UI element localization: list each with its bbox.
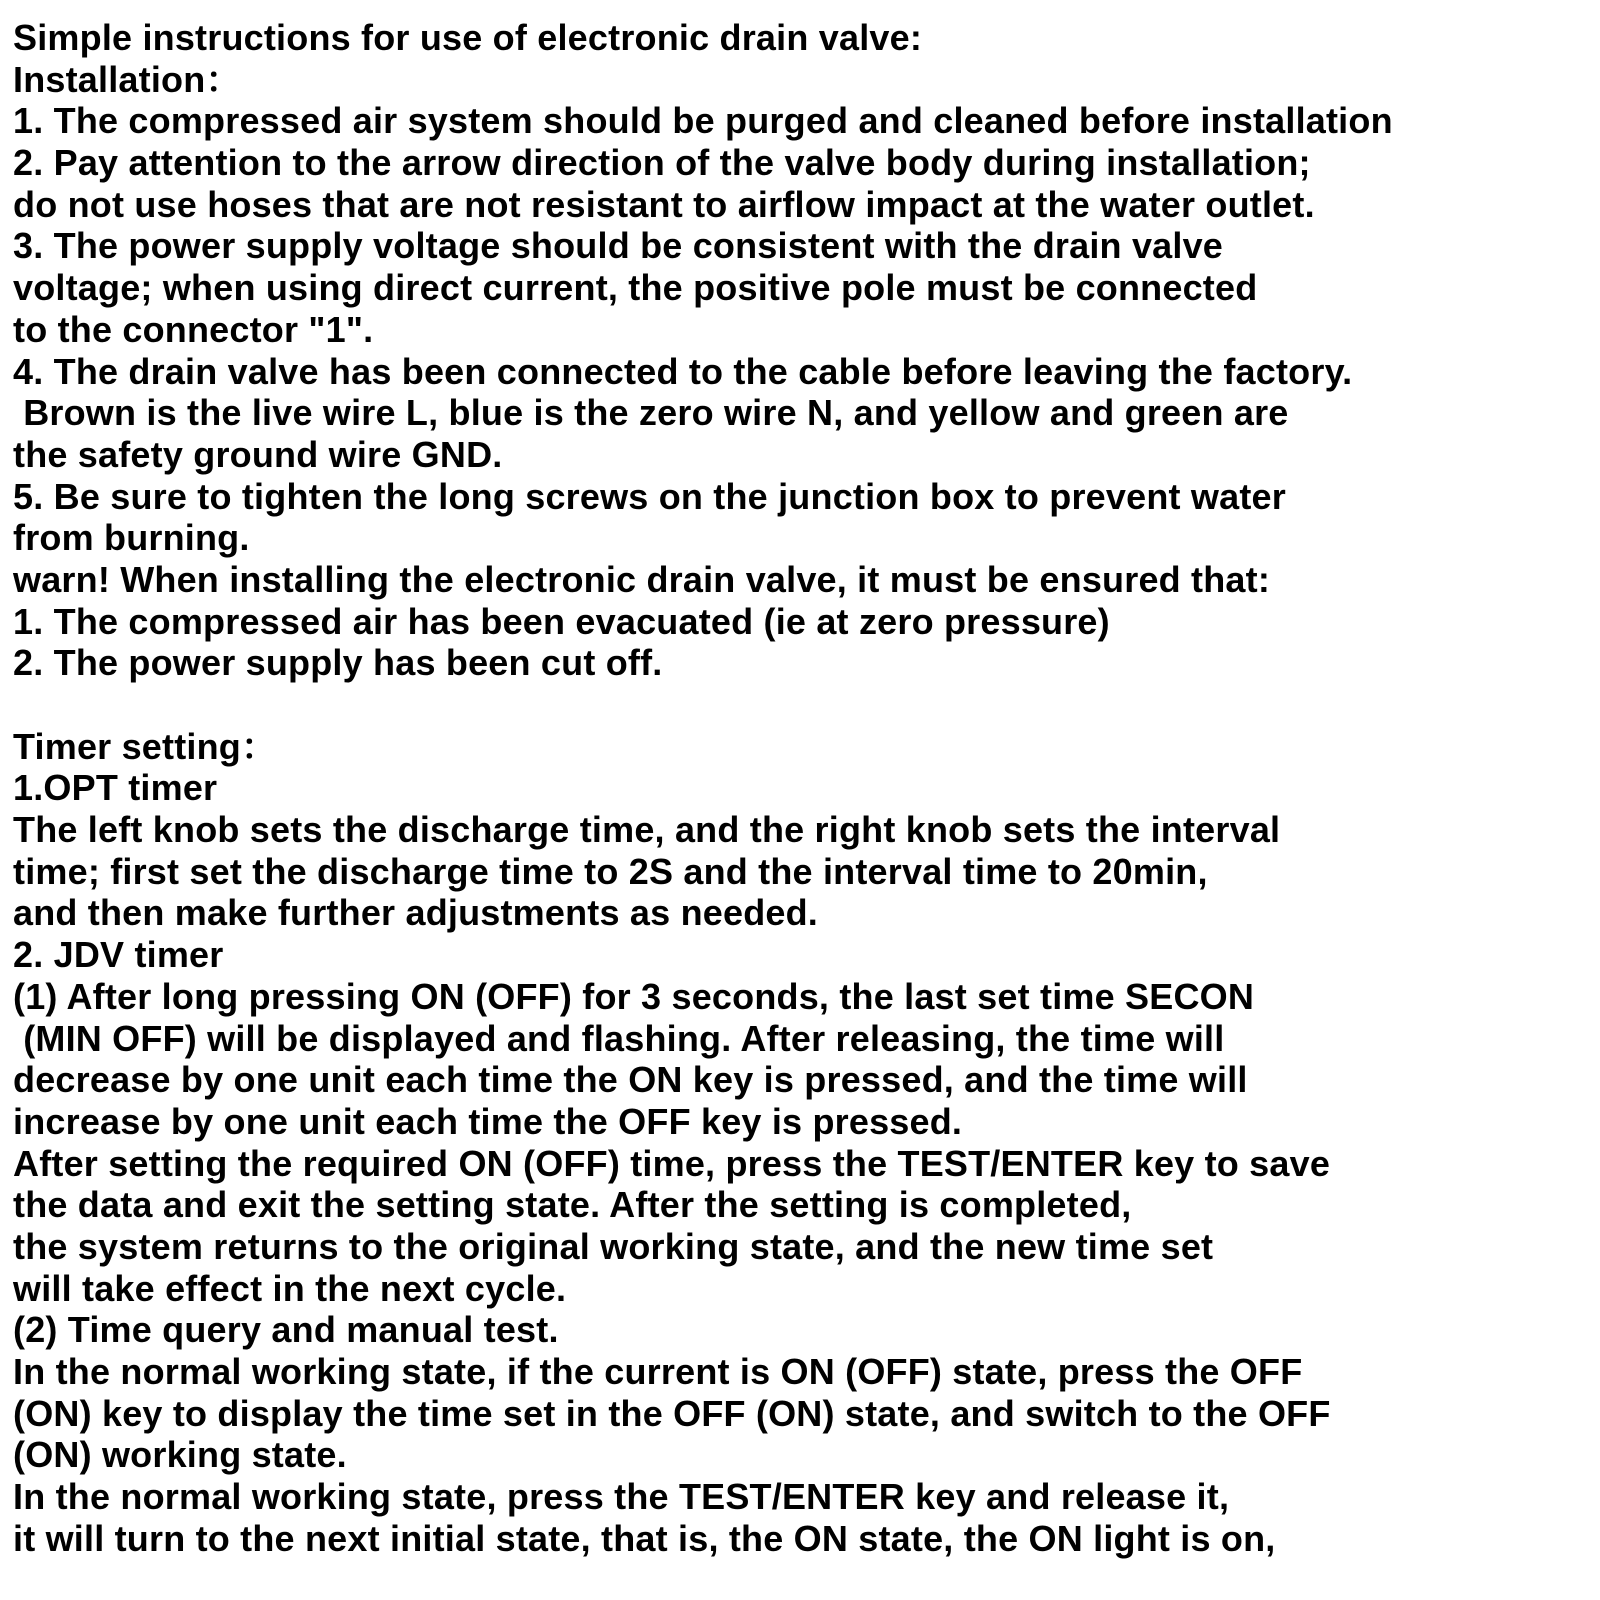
- jdv-timer-heading: 2. JDV timer: [13, 934, 224, 976]
- text-line: and then make further adjustments as needed.: [13, 892, 819, 934]
- text-line: to the connector "1".: [13, 308, 374, 350]
- text-line: increase by one unit each time the OFF key is pressed.: [13, 1100, 963, 1142]
- text-line: time; first set the discharge time to 2S and the interval time to 20min,: [13, 850, 1208, 892]
- warning-line: warn! When installing the electronic drain valve, it must be ensured that:: [13, 558, 1271, 600]
- text-line: (ON) working state.: [13, 1434, 347, 1476]
- text-line: it will turn to the next initial state, that is, the ON state, the ON light is on,: [13, 1517, 1276, 1559]
- text-line: (ON) key to display the time set in the OFF (ON) state, and switch to the OFF: [13, 1392, 1331, 1434]
- text-line: (2) Time query and manual test.: [13, 1309, 559, 1351]
- document-title: Simple instructions for use of electronic drain valve:: [13, 17, 923, 58]
- timer-setting-heading: Timer setting：: [13, 725, 278, 767]
- text-line: Brown is the live wire L, blue is the zero wire N, and yellow and green are: [13, 392, 1289, 434]
- text-line: decrease by one unit each time the ON key is pressed, and the time will: [13, 1059, 1248, 1101]
- installation-heading: Installation：: [13, 58, 242, 100]
- instruction-document: [13, 17, 1593, 1559]
- text-line: do not use hoses that are not resistant to airflow impact at the water outlet.: [13, 183, 1315, 225]
- text-line: the safety ground wire GND.: [13, 433, 503, 475]
- text-line: 5. Be sure to tighten the long screws on the junction box to prevent water: [13, 475, 1286, 517]
- blank-line: [13, 684, 1593, 726]
- text-line: 2. The power supply has been cut off.: [13, 642, 663, 684]
- text-line: the system returns to the original working state, and the new time set: [13, 1225, 1214, 1267]
- text-line: the data and exit the setting state. After the setting is completed,: [13, 1184, 1132, 1226]
- text-line: will take effect in the next cycle.: [13, 1267, 567, 1309]
- text-line: 1. The compressed air has been evacuated (ie at zero pressure): [13, 600, 1110, 642]
- text-line: In the normal working state, press the TEST/ENTER key and release it,: [13, 1476, 1230, 1518]
- text-line: 2. Pay attention to the arrow direction of the valve body during installation;: [13, 142, 1311, 184]
- text-line: (MIN OFF) will be displayed and flashing. After releasing, the time will: [13, 1017, 1225, 1059]
- text-line: 4. The drain valve has been connected to the cable before leaving the factory.: [13, 350, 1353, 392]
- text-line: (1) After long pressing ON (OFF) for 3 seconds, the last set time SECON: [13, 975, 1255, 1017]
- text-line: 1. The compressed air system should be purged and cleaned before installation: [13, 100, 1393, 142]
- text-line: The left knob sets the discharge time, and the right knob sets the interval: [13, 809, 1281, 851]
- text-line: After setting the required ON (OFF) time, press the TEST/ENTER key to save: [13, 1142, 1331, 1184]
- opt-timer-heading: 1.OPT timer: [13, 767, 218, 809]
- text-line: from burning.: [13, 517, 250, 559]
- text-line: In the normal working state, if the current is ON (OFF) state, press the OFF: [13, 1351, 1303, 1392]
- text-line: voltage; when using direct current, the positive pole must be connected: [13, 267, 1258, 309]
- text-line: 3. The power supply voltage should be consistent with the drain valve: [13, 225, 1224, 267]
